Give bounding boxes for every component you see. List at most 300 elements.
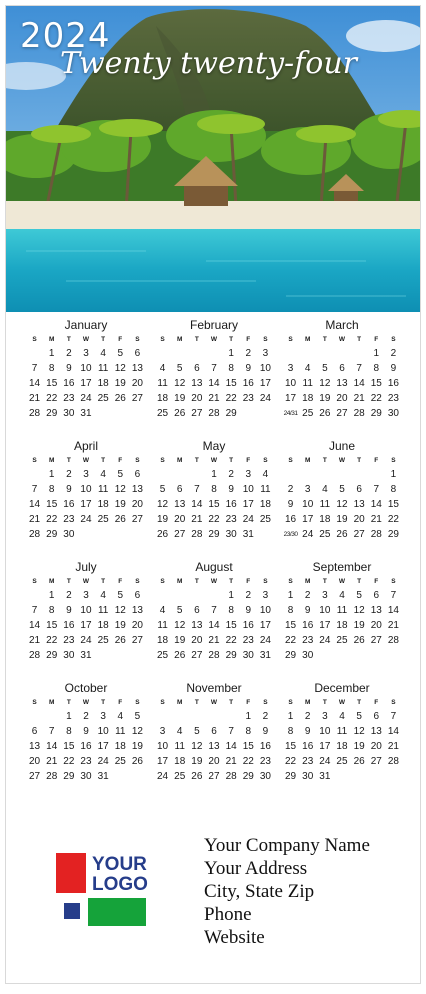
day-cell: 26 [174, 650, 186, 661]
month-name: September [312, 560, 372, 574]
day-cell: 18 [336, 741, 348, 752]
day-cell: 10 [259, 605, 271, 616]
company-name: Your Company Name [204, 835, 370, 856]
day-cell: 15 [285, 620, 297, 631]
day-cell: 12 [114, 363, 126, 374]
day-cell: 13 [208, 741, 220, 752]
day-cell: 22 [46, 514, 58, 525]
day-cell: 5 [117, 348, 124, 359]
day-cell: 2 [390, 348, 397, 359]
weekday-label: F [246, 336, 251, 343]
day-cell: 16 [302, 741, 314, 752]
day-cell: 1 [66, 711, 72, 722]
day-cell: 14 [29, 499, 41, 510]
day-cell: 11 [260, 484, 271, 495]
day-cell: 22 [285, 756, 297, 767]
day-cell: 19 [353, 620, 365, 631]
weekday-label: W [338, 457, 346, 464]
month-april [26, 437, 146, 552]
day-cell: 31 [259, 650, 271, 661]
day-cell: 21 [370, 514, 382, 525]
day-cell: 26 [336, 529, 348, 540]
day-cell: 18 [97, 378, 109, 389]
day-cell: 27 [208, 771, 220, 782]
day-cell: 19 [114, 499, 126, 510]
day-grid [154, 709, 274, 784]
day-cell: 16 [63, 378, 75, 389]
day-cell: 24 [319, 635, 331, 646]
day-cell: 16 [285, 514, 297, 525]
day-cell: 11 [115, 726, 126, 737]
day-cell: 18 [174, 756, 186, 767]
day-cell: 26 [353, 635, 365, 646]
day-cell: 4 [322, 484, 328, 495]
day-cell: 3 [245, 469, 252, 480]
day-cell: 9 [262, 726, 269, 737]
weekday-label: W [210, 457, 218, 464]
day-cell: 21 [387, 741, 399, 752]
day-cell: 23 [387, 393, 399, 404]
day-cell: 22 [63, 756, 75, 767]
weekday-label: W [82, 457, 90, 464]
day-cell: 9 [66, 363, 72, 374]
weekday-label: S [263, 578, 268, 585]
day-cell: 17 [157, 756, 169, 767]
day-blank [188, 709, 205, 724]
day-cell: 5 [159, 484, 166, 495]
day-cell: 30 [225, 529, 237, 540]
weekday-label: S [160, 336, 165, 343]
day-blank [154, 709, 171, 724]
day-cell: 24 [242, 514, 254, 525]
day-cell: 1 [373, 348, 380, 359]
day-cell: 3 [83, 348, 89, 359]
day-cell: 20 [191, 393, 203, 404]
day-cell: 15 [208, 499, 220, 510]
company-info [204, 834, 370, 949]
weekday-label: T [101, 699, 106, 706]
day-cell: 15 [46, 378, 58, 389]
day-cell: 10 [157, 741, 169, 752]
weekday-header [26, 334, 146, 346]
weekday-label: W [82, 578, 90, 585]
day-cell: 26 [131, 756, 143, 767]
day-cell: 23 [225, 514, 237, 525]
day-cell: 29 [225, 408, 237, 419]
day-cell: 15 [225, 378, 237, 389]
day-cell: 17 [285, 393, 297, 404]
month-november [154, 679, 274, 794]
day-cell: 20 [208, 756, 220, 767]
weekday-label: T [194, 457, 199, 464]
day-cell: 27 [353, 529, 365, 540]
weekday-label: M [177, 457, 183, 464]
weekday-label: M [305, 578, 311, 585]
day-cell: 10 [80, 363, 92, 374]
day-cell: 28 [387, 756, 399, 767]
day-cell: 2 [262, 711, 269, 722]
day-cell: 6 [356, 484, 362, 495]
day-blank [333, 467, 350, 482]
weekday-label: F [374, 457, 379, 464]
day-cell: 4 [117, 711, 124, 722]
day-cell: 6 [373, 711, 380, 722]
day-blank [188, 346, 205, 361]
day-cell: 9 [245, 605, 252, 616]
company-city: City, State Zip [204, 881, 315, 902]
day-cell: 26 [114, 635, 126, 646]
day-cell: 14 [387, 726, 399, 737]
day-cell: 7 [31, 484, 38, 495]
weekday-header [282, 697, 402, 709]
day-cell: 18 [319, 514, 331, 525]
month-may [154, 437, 274, 552]
weekday-label: S [32, 457, 37, 464]
day-cell: 4 [159, 363, 166, 374]
month-name: November [186, 681, 242, 695]
day-grid [26, 709, 146, 784]
day-cell: 28 [208, 408, 220, 419]
day-cell: 9 [66, 484, 72, 495]
day-cell: 18 [336, 620, 348, 631]
day-cell: 23 [302, 756, 314, 767]
month-name: June [328, 439, 356, 453]
day-cell: 8 [211, 484, 217, 495]
day-cell: 12 [319, 378, 331, 389]
day-cell: 2 [304, 590, 311, 601]
weekday-label: S [391, 578, 396, 585]
day-grid [154, 346, 274, 421]
day-cell: 19 [114, 378, 126, 389]
month-june [282, 437, 402, 552]
day-cell: 28 [387, 635, 399, 646]
day-grid [26, 346, 146, 421]
day-cell: 7 [211, 605, 217, 616]
weekday-label: M [49, 457, 55, 464]
day-cell: 25 [336, 756, 348, 767]
day-cell: 28 [29, 408, 41, 419]
day-cell: 23 [63, 514, 75, 525]
day-cell: 20 [370, 620, 382, 631]
day-cell: 14 [46, 741, 58, 752]
day-cell: 22 [242, 756, 254, 767]
day-cell: 12 [336, 499, 348, 510]
day-cell: 9 [304, 605, 311, 616]
day-cell: 30 [259, 771, 271, 782]
day-cell: 20 [336, 393, 348, 404]
day-cell: 14 [191, 499, 203, 510]
weekday-label: S [288, 457, 293, 464]
weekday-label: S [288, 578, 293, 585]
weekday-label: T [322, 699, 327, 706]
hero-subtitle: Twenty twenty-four [60, 46, 358, 81]
day-grid [154, 467, 274, 542]
day-cell: 12 [157, 499, 169, 510]
day-grid [282, 467, 402, 542]
day-cell: 28 [370, 529, 382, 540]
day-cell: 15 [46, 499, 58, 510]
day-blank [299, 467, 316, 482]
day-cell: 10 [319, 726, 331, 737]
day-cell: 12 [114, 484, 126, 495]
day-cell: 28 [208, 650, 220, 661]
day-cell: 8 [373, 363, 380, 374]
day-cell: 22 [285, 635, 297, 646]
day-cell: 1 [228, 590, 234, 601]
day-cell: 2 [66, 469, 72, 480]
day-cell: 6 [211, 726, 217, 737]
day-cell: 14 [387, 605, 399, 616]
month-october [26, 679, 146, 794]
weekday-label: F [246, 457, 251, 464]
day-cell: 6 [176, 484, 183, 495]
day-cell: 24 [97, 756, 109, 767]
weekday-label: W [338, 699, 346, 706]
weekday-label: S [288, 699, 293, 706]
day-blank [205, 588, 222, 603]
day-cell: 20 [370, 741, 382, 752]
day-cell: 28 [225, 771, 237, 782]
weekday-label: M [49, 699, 55, 706]
day-cell: 12 [174, 620, 186, 631]
weekday-label: F [118, 699, 123, 706]
day-cell: 24 [302, 529, 314, 540]
day-cell: 31 [97, 771, 109, 782]
day-cell: 17 [259, 378, 271, 389]
weekday-label: T [66, 578, 71, 585]
day-cell: 25 [302, 408, 314, 419]
day-cell: 14 [370, 499, 382, 510]
weekday-label: F [374, 578, 379, 585]
day-cell: 11 [97, 363, 109, 374]
day-cell: 25 [157, 408, 169, 419]
day-cell: 11 [319, 499, 331, 510]
day-cell: 3 [262, 348, 269, 359]
weekday-label: T [101, 457, 106, 464]
day-cell: 17 [319, 620, 331, 631]
day-cell: 11 [336, 605, 348, 616]
day-cell: 10 [285, 378, 297, 389]
day-cell: 11 [157, 378, 168, 389]
day-cell: 16 [225, 499, 237, 510]
weekday-label: T [194, 336, 199, 343]
weekday-label: T [322, 457, 327, 464]
day-cell: 4 [304, 363, 311, 374]
day-cell: 2 [245, 348, 252, 359]
day-cell: 26 [174, 408, 186, 419]
day-cell: 15 [387, 499, 399, 510]
day-blank [351, 467, 368, 482]
day-cell: 18 [97, 620, 109, 631]
day-cell: 21 [225, 756, 237, 767]
weekday-label: M [305, 699, 311, 706]
day-cell: 28 [191, 529, 203, 540]
day-cell: 14 [208, 378, 220, 389]
day-cell: 17 [259, 620, 271, 631]
weekday-label: M [177, 699, 183, 706]
day-cell: 14 [353, 378, 365, 389]
day-cell: 19 [191, 756, 203, 767]
day-cell: 1 [48, 469, 55, 480]
day-cell: 26 [114, 393, 126, 404]
day-cell: 27 [191, 650, 203, 661]
day-cell: 30 [80, 771, 92, 782]
day-cell: 11 [302, 378, 313, 389]
weekday-header [154, 576, 274, 588]
day-cell: 8 [48, 363, 55, 374]
day-cell: 6 [194, 363, 200, 374]
day-cell: 7 [390, 590, 397, 601]
day-cell: 2 [245, 590, 252, 601]
day-cell: 10 [242, 484, 254, 495]
day-cell: 12 [174, 378, 186, 389]
day-cell: 3 [83, 469, 89, 480]
day-cell: 21 [46, 756, 58, 767]
day-cell: 19 [174, 393, 186, 404]
weekday-label: F [118, 336, 123, 343]
day-cell: 5 [176, 605, 183, 616]
day-cell: 13 [191, 620, 203, 631]
day-grid [26, 467, 146, 542]
day-cell: 5 [339, 484, 345, 495]
day-cell: 1 [287, 711, 294, 722]
day-cell: 21 [208, 393, 220, 404]
day-cell: 22 [46, 635, 58, 646]
weekday-label: F [118, 457, 123, 464]
day-cell: 12 [131, 726, 143, 737]
day-cell: 15 [225, 620, 237, 631]
day-cell: 1 [245, 711, 252, 722]
day-cell: 1 [228, 348, 234, 359]
day-cell: 27 [131, 514, 143, 525]
logo-text [92, 855, 148, 895]
day-cell: 19 [157, 514, 169, 525]
logo-red-block [56, 853, 86, 893]
day-cell: 23 [259, 756, 271, 767]
day-cell: 29 [370, 408, 382, 419]
day-cell: 26 [319, 408, 331, 419]
day-cell: 5 [176, 363, 183, 374]
day-blank [26, 467, 43, 482]
day-cell: 9 [304, 726, 311, 737]
day-cell: 26 [114, 514, 126, 525]
day-cell: 23 [302, 635, 314, 646]
day-cell: 4 [262, 469, 269, 480]
weekday-label: T [229, 457, 234, 464]
day-cell: 10 [319, 605, 331, 616]
weekday-label: S [160, 699, 165, 706]
day-grid [26, 588, 146, 663]
day-cell: 7 [194, 484, 200, 495]
day-cell: 31 [242, 529, 254, 540]
month-name: May [202, 439, 226, 453]
day-cell: 3 [262, 590, 269, 601]
weekday-label: S [160, 457, 165, 464]
day-grid [282, 346, 402, 421]
day-cell: 25 [259, 514, 271, 525]
day-cell: 5 [356, 711, 362, 722]
day-cell: 7 [31, 363, 38, 374]
day-grid [282, 588, 402, 663]
day-cell: 2 [228, 469, 234, 480]
day-blank [171, 588, 188, 603]
logo [56, 853, 152, 933]
weekday-label: S [32, 578, 37, 585]
day-cell: 20 [174, 514, 186, 525]
month-february [154, 316, 274, 431]
month-july [26, 558, 146, 673]
weekday-label: S [391, 699, 396, 706]
logo-blue-block [64, 903, 80, 919]
month-march [282, 316, 402, 431]
company-address: Your Address [204, 858, 308, 879]
day-cell: 27 [29, 771, 41, 782]
weekday-label: W [82, 699, 90, 706]
day-cell: 19 [131, 741, 143, 752]
day-cell: 20 [191, 635, 203, 646]
weekday-label: T [194, 578, 199, 585]
day-cell: 25 [319, 529, 331, 540]
month-name: March [325, 318, 359, 332]
day-cell: 26 [353, 756, 365, 767]
weekday-header [282, 334, 402, 346]
day-cell: 14 [208, 620, 220, 631]
weekday-label: T [322, 578, 327, 585]
day-cell: 15 [242, 741, 254, 752]
day-cell: 21 [191, 514, 203, 525]
weekday-label: M [49, 336, 55, 343]
day-blank [368, 467, 385, 482]
day-cell: 31 [319, 771, 331, 782]
day-cell: 28 [353, 408, 365, 419]
day-cell: 25 [97, 514, 109, 525]
day-blank [26, 709, 43, 724]
weekday-label: M [305, 457, 311, 464]
month-name: January [64, 318, 108, 332]
day-cell: 17 [97, 741, 109, 752]
weekday-label: S [288, 336, 293, 343]
day-cell: 21 [387, 620, 399, 631]
footer [6, 806, 420, 982]
day-cell: 8 [287, 726, 294, 737]
day-cell: 24 [259, 393, 271, 404]
day-cell: 7 [228, 726, 234, 737]
weekday-label: S [263, 699, 268, 706]
day-cell: 22 [225, 393, 237, 404]
day-cell: 29 [285, 650, 297, 661]
day-cell: 16 [63, 499, 75, 510]
day-cell: 31 [80, 650, 92, 661]
day-cell: 15 [370, 378, 382, 389]
day-blank [26, 346, 43, 361]
day-cell: 5 [134, 711, 141, 722]
day-cell: 30 [302, 650, 314, 661]
weekday-label: S [32, 336, 37, 343]
day-cell: 24 [80, 514, 92, 525]
day-cell: 9 [228, 484, 234, 495]
day-cell: 24 [80, 393, 92, 404]
day-cell: 4 [339, 590, 345, 601]
weekday-label: M [305, 336, 311, 343]
day-cell: 19 [114, 620, 126, 631]
day-cell: 13 [131, 605, 143, 616]
day-cell: 8 [390, 484, 397, 495]
day-cell: 3 [159, 726, 166, 737]
day-cell: 3 [287, 363, 294, 374]
day-cell: 31 [80, 408, 92, 419]
day-cell: 4 [339, 711, 345, 722]
day-cell: 9 [245, 363, 252, 374]
